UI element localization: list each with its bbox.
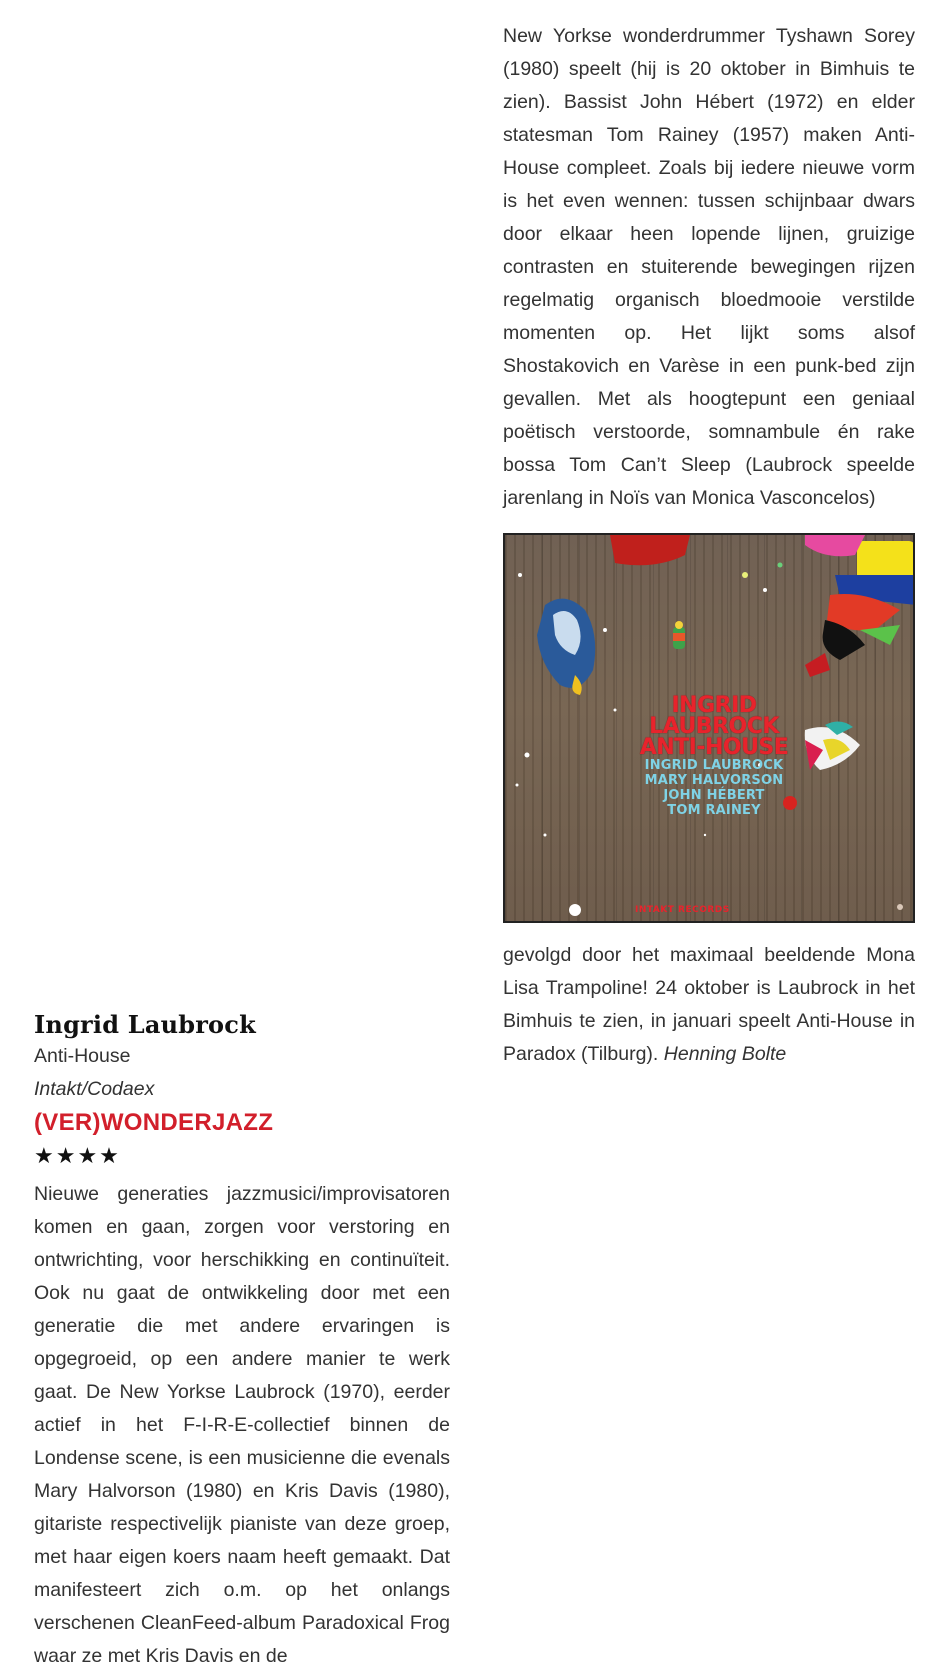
cover-musician-name: TOM RAINEY [667,803,761,818]
album-cover [503,533,915,923]
review-text-left: Nieuwe generaties jazzmusici/improvisatoren komen en gaan, zorgen voor verstoring en ontwrichting, voor herschikking en continuïteit. Ook nu gaat de ontwikkeling door met een generatie die met andere ervaringen is opgegroeid, op een andere manier te werk gaat. De New Yorkse Laubrock (1970), eerder actief in het F-I-R-E-collectief binnen de Londense scene, is een musicienne die evenals Mary Halvorson (1980) en Kris Davis (1980), gitariste respectivelijk pianiste van deze groep, met haar eigen koers naam heeft gemaakt. Dat manifesteert zich o.m. op het onlangs verschenen CleanFeed-album Paradoxical Frog waar ze met Kris Davis en de [34,1183,450,1667]
right-column [503,20,915,1071]
cover-record-label: INTAKT RECORDS [635,905,730,915]
cover-title-block [505,695,913,818]
album-title: Anti-House [34,1045,131,1067]
cover-title-line: INGRID [671,693,757,718]
left-column [34,1010,450,1673]
review-text-right-top: New Yorkse wonderdrummer Tyshawn Sorey (1980) speelt (hij is 20 oktober in Bimhuis te zien). Bassist John Hébert (1972) en elder statesman Tom Rainey (1957) maken Anti-House compleet. Zoals bij iedere nieuwe vorm is het even wennen: tussen schijnbaar dwars door elkaar heen lopende lijnen, gruizige contrasten en stuiterende bewegingen rijzen regelmatig organisch bloedmooie verstilde momenten op. Het lijkt soms alsof Shostakovich en Varèse in een punk-bed zijn gevallen. Met als hoogtepunt een geniaal poëtisch verstoorde, somnambule én rake bossa Tom Can’t Sleep (Laubrock speelde jarenlang in Noïs van Monica Vasconcelos) [503,25,915,509]
cover-title-line: ANTI-HOUSE [639,735,789,760]
cover-musician-name: JOHN HÉBERT [663,788,765,803]
review-text-right-bottom [503,939,915,1071]
review-byline: Henning Bolte [663,1043,787,1065]
review-rubric: (VER)WONDERJAZZ [34,1109,274,1136]
cover-title-line: LAUBROCK [649,714,779,739]
record-label: Intakt/Codaex [34,1078,155,1100]
cover-musician-name: INGRID LAUBROCK [644,758,784,773]
cover-musician-name: MARY HALVORSON [644,773,784,788]
artist-name: Ingrid Laubrock [34,1010,256,1039]
review-text-right-bottom-body: gevolgd door het maximaal beeldende Mona Lisa Trampoline! 24 oktober is Laubrock in het Bimhuis te zien, in januari speelt Anti-House in Paradox (Tilburg). [503,944,915,1065]
star-rating: ★★★★ [34,1144,121,1169]
